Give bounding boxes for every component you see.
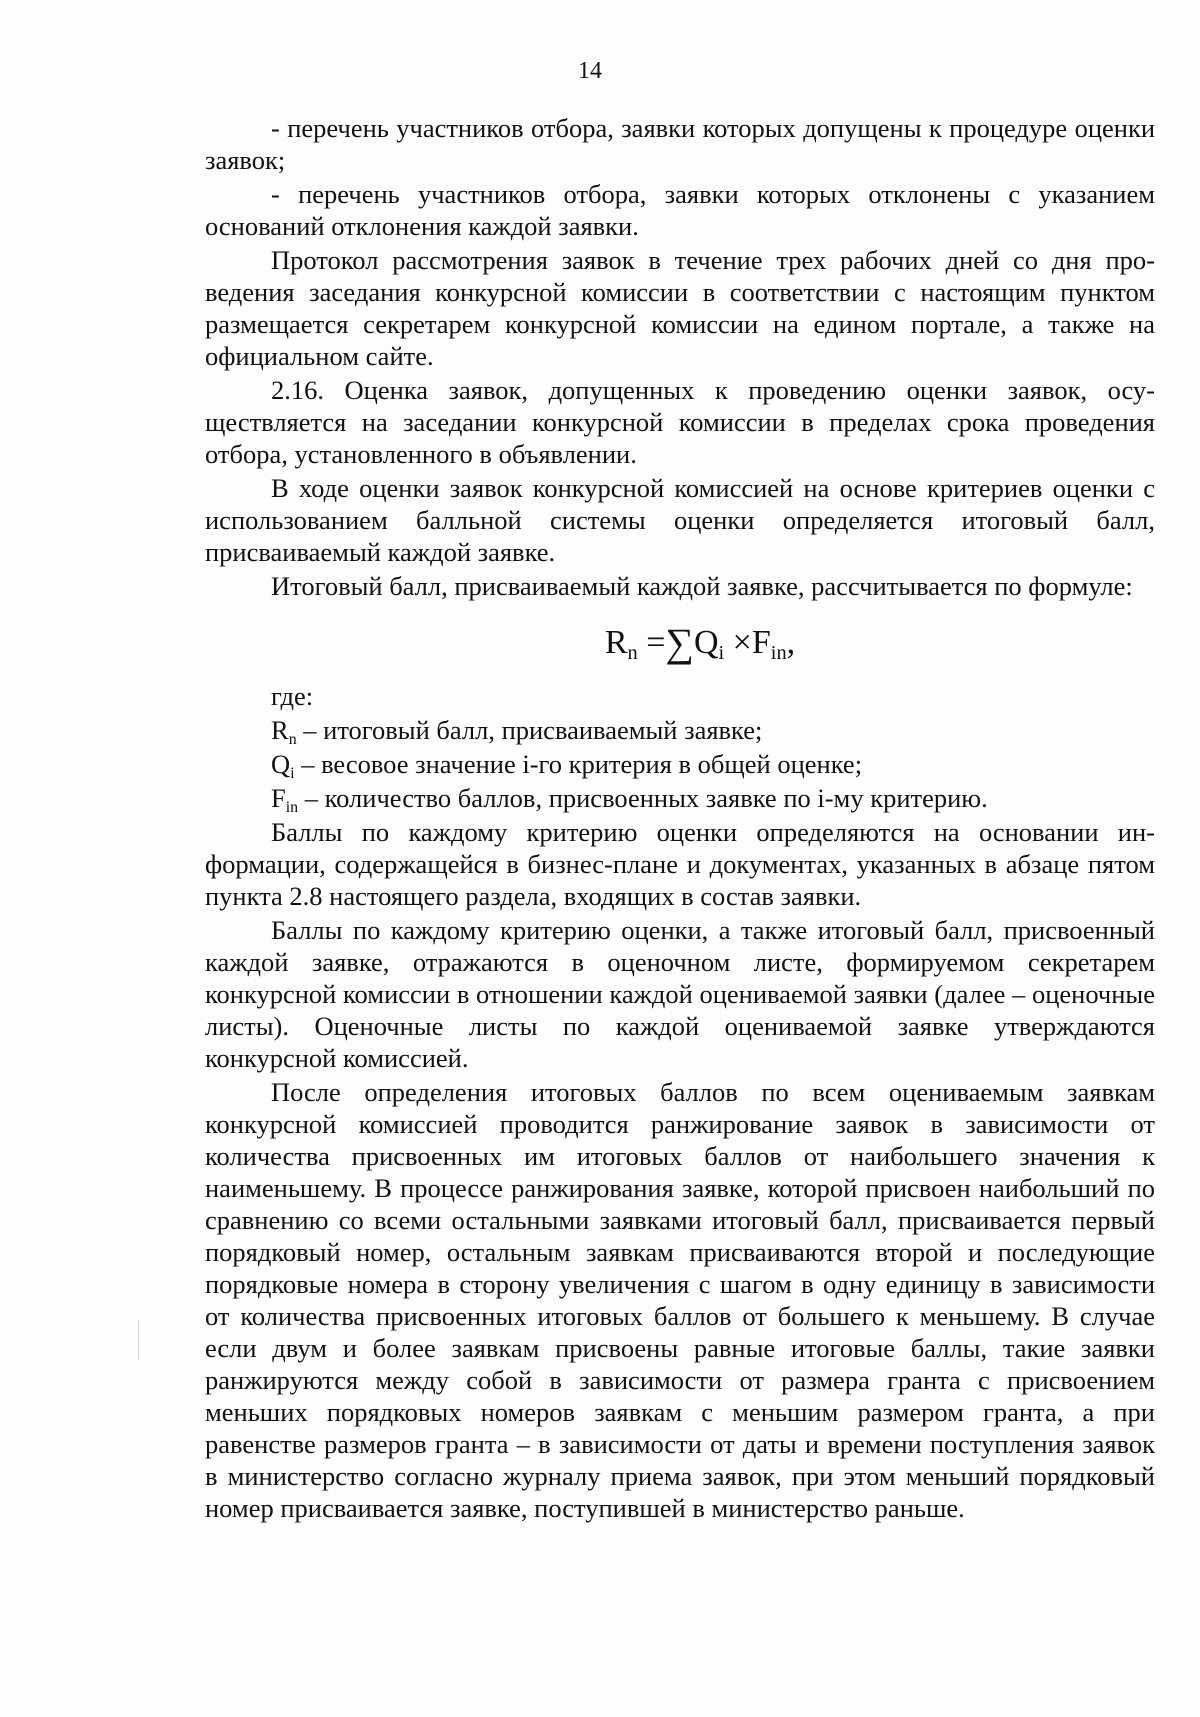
margin-mark — [138, 1320, 139, 1360]
formula-trail: , — [786, 624, 796, 661]
definition-qi-symbol: Q — [271, 749, 291, 779]
definition-rn-text: – итоговый балл, присваиваемый заявке; — [296, 715, 763, 745]
formula-q-sub: i — [718, 642, 725, 665]
definition-rn-symbol: R — [271, 715, 289, 745]
definition-fin-text: – количество баллов, присвоенных заявке по i-му критерию. — [298, 783, 988, 813]
definition-fin — [205, 782, 1155, 814]
paragraph-formula-intro: Итоговый балл, присваиваемый каждой заявке, рассчитывается по формуле: — [271, 571, 1133, 601]
document-body — [205, 112, 1155, 1526]
score-formula — [205, 620, 1155, 666]
formula-lhs: R — [604, 624, 628, 661]
paragraph-scoring-system: В ходе оценки заявок конкурсной комиссией на основе критериев оценки с использованием балльной системы оценки определяется итоговый балл, присваиваемый каждой заявке. — [205, 473, 1155, 567]
formula-sigma: ∑ — [665, 620, 694, 665]
paragraph-ranking: После определения итоговых баллов по всем оцениваемым заявкам конкурсной комиссией проводится ранжирование заявок в зависимости от количества присвоенных им итоговых баллов от наибольшего значения к наименьшему. В процессе ранжирования заявке, которой присвоен наибольший по сравнению со всеми остальными заявками итоговый балл, присваивается первый порядковый номер, остальным заявкам присваиваются второй и последующие порядковые номера в сторону увеличения с шагом в одну единицу в зависимости от количества присвоенных итоговых баллов от большего к меньшему. В случае если двум и более заявкам присвоены равные итоговые баллы, такие заявки ранжируются между собой в зависимости от размера гранта с присвоением меньших порядковых номеров заявкам с меньшим размером гранта, а при равенстве размеров гранта – в зависимости от даты и времени поступления заявок в министерство согласно журналу приема заявок, при этом меньший порядковый номер присваивается заявке, поступившей в министерство раньше. — [205, 1077, 1155, 1523]
paragraph-protocol: Протокол рассмотрения заявок в течение трех рабочих дней со дня проведения заседания конкурсной комиссии в соответствии с настоящим пунктом размещается секретарем конкурсной комиссии на едином портале, а также на официальном сайте. — [205, 245, 1155, 371]
paragraph-admitted-list: - перечень участников отбора, заявки которых допущены к процедуре оценки заявок; — [205, 113, 1155, 175]
formula-q: Q — [693, 624, 719, 661]
definition-qi-sub: i — [290, 764, 295, 782]
paragraph-section-2-16: 2.16. Оценка заявок, допущенных к проведению оценки заявок, осуществляется на заседании конкурсной комиссии в пределах срока проведения отбора, установленного в объявлении. — [205, 375, 1155, 469]
paragraph-evaluation-sheets: Баллы по каждому критерию оценки, а также итоговый балл, присвоенный каждой заявке, отражаются в оценочном листе, формируемом секретарем конкурсной комиссии в отношении каждой оцениваемой заявки (далее – оценочные листы). Оценочные листы по каждой оцениваемой заявке утверждаются конкурсной комиссией. — [205, 915, 1155, 1073]
definition-fin-sub: in — [285, 798, 299, 816]
definition-rn-sub: n — [288, 730, 297, 748]
formula-f: F — [751, 624, 771, 661]
paragraph-criteria-basis: Баллы по каждому критерию оценки определяются на основании информации, содержащейся в бизнес-плане и документах, указанных в абзаце пятом пункта 2.8 настоящего раздела, входящих в состав заявки. — [205, 817, 1155, 911]
definition-rn — [205, 714, 1155, 746]
definition-fin-symbol: F — [271, 783, 286, 813]
formula-times: × — [732, 624, 752, 661]
formula-equals: = — [646, 624, 666, 661]
paragraph-rejected-list: - перечень участников отбора, заявки которых отклонены с указанием оснований отклонения каждой заявки. — [205, 179, 1155, 241]
definition-qi — [205, 748, 1155, 780]
formula-lhs-sub: n — [627, 642, 638, 665]
formula-where-label: где: — [271, 681, 314, 711]
formula-f-sub: in — [770, 642, 787, 665]
page-number: 14 — [578, 58, 602, 84]
definition-qi-text: – весовое значение i-го критерия в общей оценке; — [294, 749, 863, 779]
